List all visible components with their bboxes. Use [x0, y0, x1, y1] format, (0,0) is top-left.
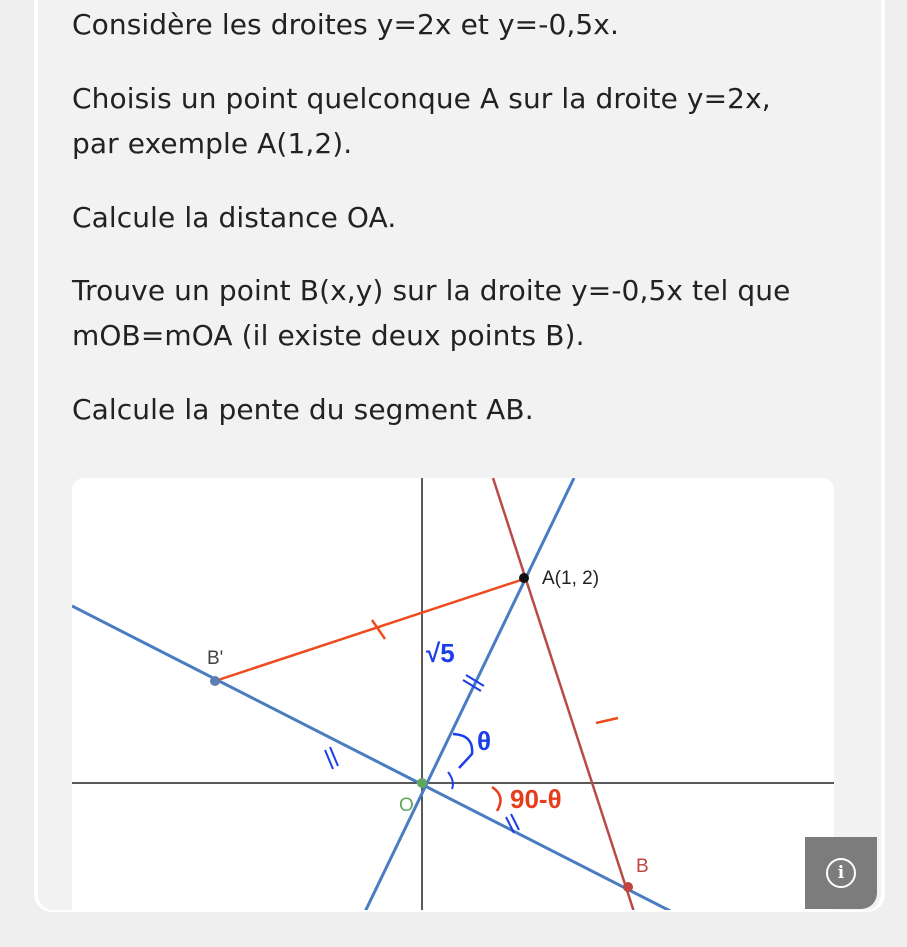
paragraph-two-points: mOB=mOA (il existe deux points B). — [72, 319, 585, 352]
complement-arc — [492, 787, 501, 811]
point-b-prime — [210, 676, 220, 686]
paragraph-slope: Calcule la pente du segment AB. — [72, 393, 534, 426]
paragraph-example: par exemple A(1,2). — [72, 127, 353, 160]
info-button[interactable] — [805, 837, 877, 909]
length-label: √5 — [426, 638, 455, 668]
line-y-equals-minus-half-x — [72, 606, 684, 912]
complement-angle-label: 90-θ — [510, 784, 562, 814]
theta-arc — [453, 734, 472, 768]
point-b-prime-label: B' — [207, 648, 224, 669]
geometry-figure — [72, 478, 834, 912]
line-ab — [493, 478, 636, 912]
point-origin — [417, 778, 427, 788]
tick-segment-ab — [596, 718, 618, 723]
bottom-background — [0, 912, 907, 947]
geometry-svg — [72, 478, 834, 912]
right-angle-mark — [448, 772, 453, 789]
segment-a-b-prime — [215, 579, 524, 681]
paragraph-choose-point: Choisis un point quelconque A sur la droite y=2x, — [72, 82, 771, 115]
paragraph-find-b: Trouve un point B(x,y) sur la droite y=-0,5x tel que — [72, 274, 791, 307]
point-b-label: B — [636, 856, 649, 877]
point-a-label: A(1, 2) — [542, 568, 600, 589]
info-icon: i — [826, 858, 856, 888]
paragraph-distance: Calcule la distance OA. — [72, 201, 397, 234]
point-a — [519, 573, 529, 583]
origin-label: O — [399, 795, 414, 816]
theta-label: θ — [477, 726, 492, 756]
exercise-card — [34, 0, 885, 912]
paragraph-lines: Considère les droites y=2x et y=-0,5x. — [72, 8, 619, 41]
point-b — [623, 882, 633, 892]
